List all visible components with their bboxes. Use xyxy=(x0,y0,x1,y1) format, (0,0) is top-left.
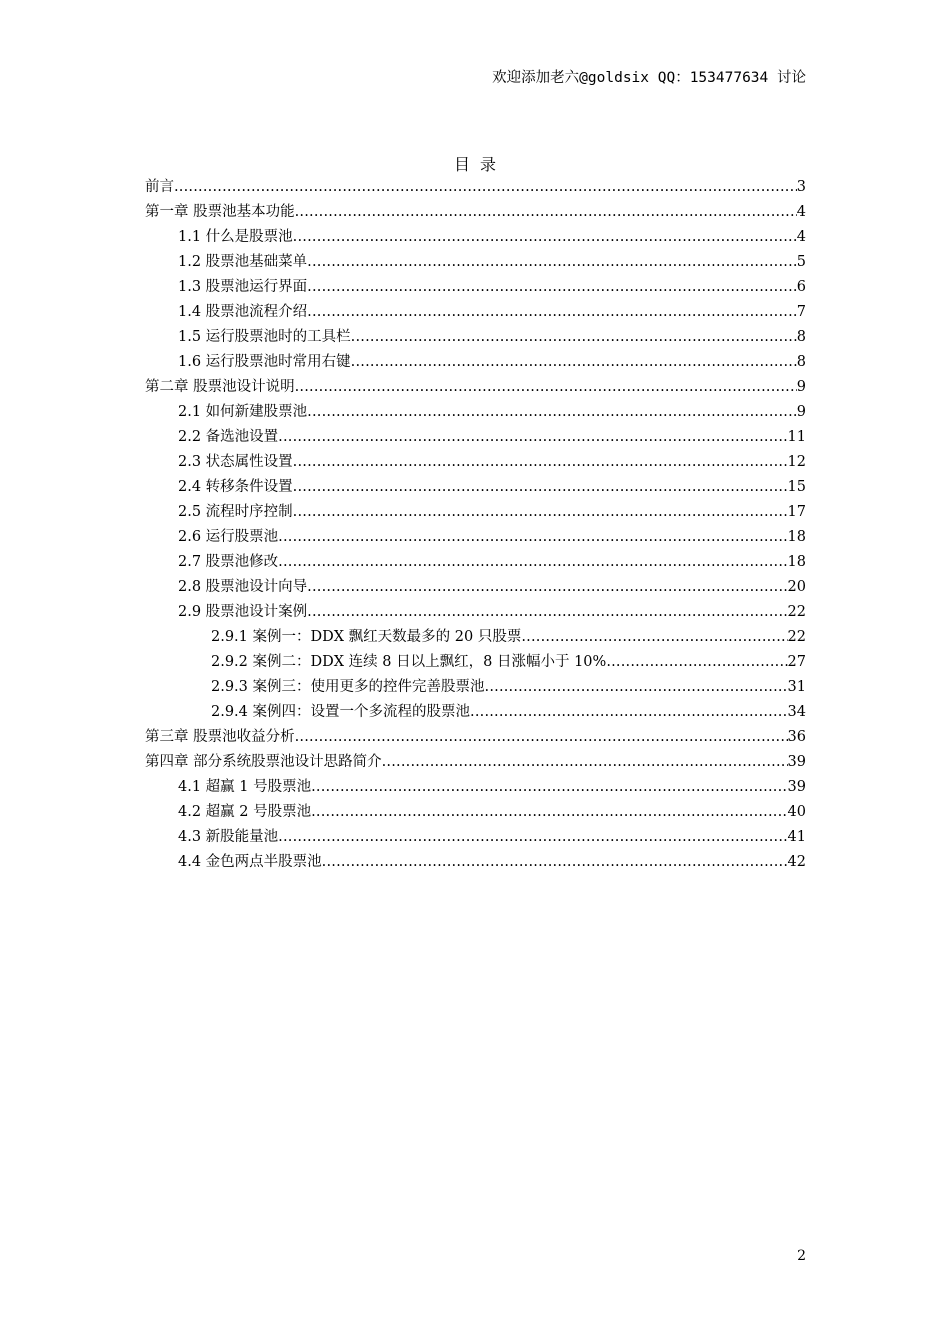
toc-entry-page: 8 xyxy=(796,329,806,345)
toc-entry-title: 2.2 备选池设置 xyxy=(178,429,279,445)
toc-dot-leader xyxy=(307,575,787,600)
toc-entry[interactable] xyxy=(145,225,806,250)
toc-dot-leader xyxy=(295,725,788,750)
toc-entry[interactable] xyxy=(145,825,806,850)
toc-dot-leader xyxy=(307,275,797,300)
toc-entry-page: 42 xyxy=(787,854,806,870)
toc-entry-page: 36 xyxy=(787,729,806,745)
toc-dot-leader xyxy=(295,200,797,225)
toc-entry[interactable] xyxy=(145,675,806,700)
toc-entry-page: 4 xyxy=(796,229,806,245)
toc-dot-leader xyxy=(278,550,787,575)
toc-entry[interactable] xyxy=(145,775,806,800)
toc-entry-page: 4 xyxy=(796,204,806,220)
toc-entry[interactable] xyxy=(145,350,806,375)
toc-entry[interactable] xyxy=(145,425,806,450)
toc-dot-leader xyxy=(293,500,788,525)
toc-entry-title: 2.9.1 案例一：DDX 飘红天数最多的 20 只股票 xyxy=(211,629,522,645)
toc-entry-title: 4.4 金色两点半股票池 xyxy=(178,854,322,870)
toc-dot-leader xyxy=(295,375,797,400)
toc-entry-page: 17 xyxy=(787,504,806,520)
toc-dot-leader xyxy=(174,175,797,200)
toc-dot-leader xyxy=(293,225,797,250)
toc-entry-title: 2.5 流程时序控制 xyxy=(178,504,293,520)
toc-dot-leader xyxy=(351,325,797,350)
toc-title: 目录 xyxy=(453,155,506,174)
toc-dot-leader xyxy=(382,750,788,775)
toc-entry-page: 22 xyxy=(787,604,806,620)
toc-entry-page: 27 xyxy=(787,654,806,670)
toc-entry-page: 12 xyxy=(787,454,806,470)
toc-entry-title: 2.6 运行股票池 xyxy=(178,529,279,545)
toc-entry-title: 2.9 股票池设计案例 xyxy=(178,604,308,620)
toc-dot-leader xyxy=(307,600,787,625)
toc-entry-page: 18 xyxy=(787,554,806,570)
toc-entry-page: 39 xyxy=(787,754,806,770)
toc-entry[interactable] xyxy=(145,750,806,775)
toc-dot-leader xyxy=(311,775,787,800)
toc-entry-title: 2.9.3 案例三：使用更多的控件完善股票池 xyxy=(211,679,485,695)
toc-dot-leader xyxy=(293,450,788,475)
toc-entry-page: 9 xyxy=(796,404,806,420)
toc-entry-title: 1.5 运行股票池时的工具栏 xyxy=(178,329,351,345)
toc-entry[interactable] xyxy=(145,300,806,325)
toc-entry[interactable] xyxy=(145,550,806,575)
toc-entry-page: 39 xyxy=(787,779,806,795)
toc-entry[interactable] xyxy=(145,375,806,400)
toc-dot-leader xyxy=(307,400,797,425)
toc-entry[interactable] xyxy=(145,625,806,650)
toc-dot-leader xyxy=(293,475,788,500)
toc-entry-page: 31 xyxy=(787,679,806,695)
toc-entry[interactable] xyxy=(145,725,806,750)
toc-entry[interactable] xyxy=(145,500,806,525)
toc-entry[interactable] xyxy=(145,175,806,200)
toc-entry[interactable] xyxy=(145,650,806,675)
toc-entry[interactable] xyxy=(145,525,806,550)
toc-entry-title: 1.6 运行股票池时常用右键 xyxy=(178,354,351,370)
toc-entry-title: 前言 xyxy=(145,179,174,195)
toc-entry-title: 第三章 股票池收益分析 xyxy=(145,729,295,745)
toc-entry-page: 34 xyxy=(787,704,806,720)
toc-entry[interactable] xyxy=(145,200,806,225)
table-of-contents xyxy=(145,175,806,875)
toc-entry-page: 11 xyxy=(787,429,806,445)
toc-entry[interactable] xyxy=(145,400,806,425)
toc-dot-leader xyxy=(351,350,797,375)
toc-entry-title: 2.8 股票池设计向导 xyxy=(178,579,308,595)
toc-entry[interactable] xyxy=(145,800,806,825)
toc-entry-page: 3 xyxy=(796,179,806,195)
toc-entry-title: 第二章 股票池设计说明 xyxy=(145,379,295,395)
toc-dot-leader xyxy=(485,675,788,700)
toc-dot-leader xyxy=(606,650,787,675)
toc-dot-leader xyxy=(470,700,788,725)
toc-entry-page: 5 xyxy=(796,254,806,270)
toc-entry[interactable] xyxy=(145,850,806,875)
toc-entry[interactable] xyxy=(145,575,806,600)
toc-entry-title: 第四章 部分系统股票池设计思路简介 xyxy=(145,754,382,770)
toc-entry-title: 2.1 如何新建股票池 xyxy=(178,404,308,420)
toc-entry-title: 2.7 股票池修改 xyxy=(178,554,279,570)
toc-entry-page: 8 xyxy=(796,354,806,370)
toc-entry[interactable] xyxy=(145,475,806,500)
toc-entry-page: 40 xyxy=(787,804,806,820)
toc-entry-title: 2.4 转移条件设置 xyxy=(178,479,293,495)
toc-entry-title: 4.3 新股能量池 xyxy=(178,829,279,845)
toc-entry[interactable] xyxy=(145,600,806,625)
toc-dot-leader xyxy=(307,300,797,325)
toc-dot-leader xyxy=(278,425,787,450)
toc-entry-title: 1.1 什么是股票池 xyxy=(178,229,293,245)
toc-entry-title: 1.3 股票池运行界面 xyxy=(178,279,308,295)
toc-entry-page: 22 xyxy=(787,629,806,645)
toc-entry-title: 2.9.4 案例四：设置一个多流程的股票池 xyxy=(211,704,471,720)
page-header: 欢迎添加老六@goldsix QQ：153477634 讨论 xyxy=(492,70,806,86)
toc-dot-leader xyxy=(322,850,788,875)
toc-entry[interactable] xyxy=(145,275,806,300)
toc-entry-page: 6 xyxy=(796,279,806,295)
toc-entry-page: 15 xyxy=(787,479,806,495)
toc-entry-page: 9 xyxy=(796,379,806,395)
toc-dot-leader xyxy=(521,625,787,650)
toc-dot-leader xyxy=(311,800,787,825)
toc-entry[interactable] xyxy=(145,450,806,475)
toc-entry-page: 18 xyxy=(787,529,806,545)
toc-entry-title: 1.2 股票池基础菜单 xyxy=(178,254,308,270)
toc-entry[interactable] xyxy=(145,250,806,275)
toc-entry-title: 1.4 股票池流程介绍 xyxy=(178,304,308,320)
toc-entry-title: 4.2 超赢 2 号股票池 xyxy=(178,804,312,820)
toc-entry-title: 4.1 超赢 1 号股票池 xyxy=(178,779,312,795)
toc-entry-page: 20 xyxy=(787,579,806,595)
toc-entry-title: 2.3 状态属性设置 xyxy=(178,454,293,470)
toc-dot-leader xyxy=(278,525,787,550)
toc-entry-title: 2.9.2 案例二：DDX 连续 8 日以上飘红，8 日涨幅小于 10% xyxy=(211,654,607,670)
page-number: 2 xyxy=(797,1248,806,1264)
toc-dot-leader xyxy=(278,825,787,850)
toc-dot-leader xyxy=(307,250,797,275)
toc-entry-page: 41 xyxy=(787,829,806,845)
toc-entry-page: 7 xyxy=(796,304,806,320)
toc-entry-title: 第一章 股票池基本功能 xyxy=(145,204,295,220)
toc-entry[interactable] xyxy=(145,325,806,350)
toc-entry[interactable] xyxy=(145,700,806,725)
